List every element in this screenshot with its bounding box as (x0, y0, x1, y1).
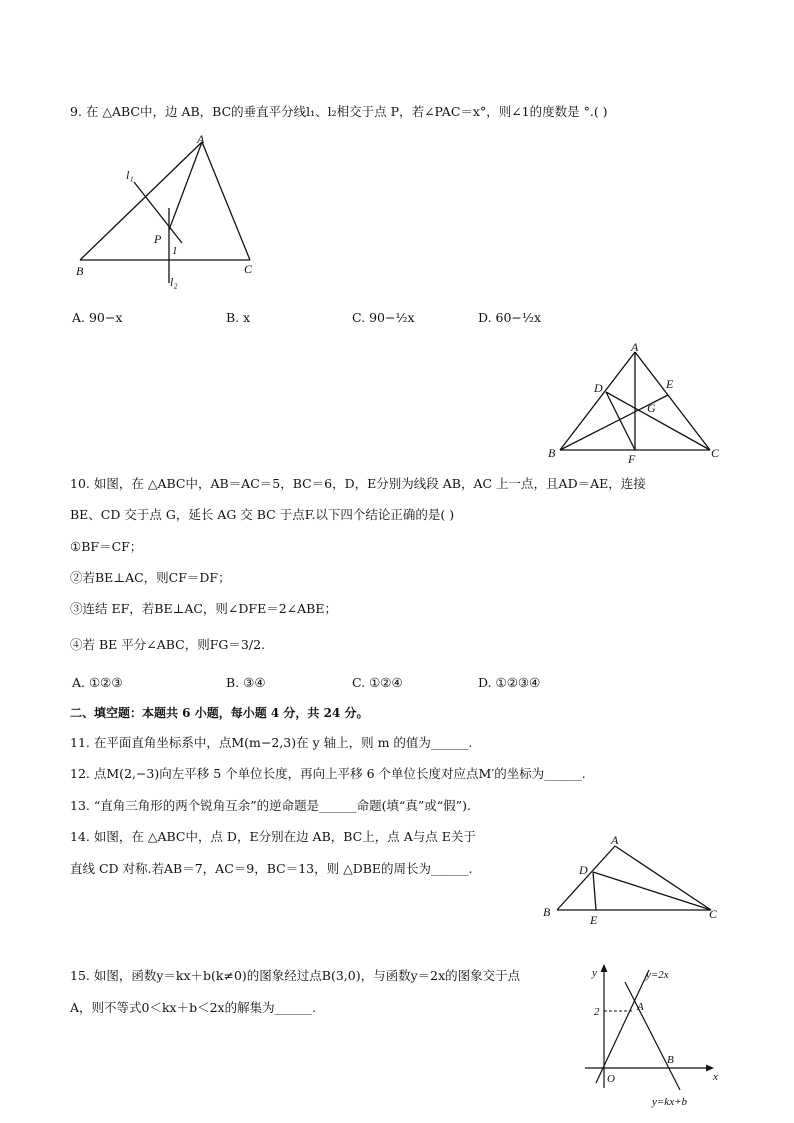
q10-label-e: E (666, 377, 674, 391)
q9-figure (70, 130, 270, 295)
q9-segment-pa (169, 142, 202, 230)
q13-text: 13. “直角三角形的两个锐角互余”的逆命题是______命题(填“真”或“假”). (70, 798, 471, 813)
q15-y-axis-label: y (592, 967, 597, 979)
q15-label-y-kx-b: y=kx+b (652, 1096, 687, 1108)
q10-item-1: ①BF＝CF； (70, 539, 143, 554)
q9-side-ab (80, 142, 202, 260)
q9-label-c: C (244, 262, 253, 276)
q15-label-b: B (667, 1054, 674, 1066)
q9-label-angle1: 1 (172, 245, 178, 257)
q10-label-c: C (711, 446, 720, 460)
q14-side-ab (557, 846, 615, 910)
q14-line2: 直线 CD 对称.若AB＝7，AC＝9，BC＝13，则 △DBE的周长为______. (70, 861, 473, 876)
q9-label-p: P (154, 232, 162, 246)
q9-option-c: C. 90−½x (352, 310, 415, 325)
q15-line-y-kx-b (625, 982, 680, 1090)
q15-x-axis-label: x (713, 1071, 718, 1083)
q9-option-d: D. 60−½x (478, 310, 542, 325)
q10-item-4: ④若 BE 平分∠ABC，则FG＝3/2. (70, 637, 265, 652)
q15-line1: 15. 如图，函数y＝kx＋b(k≠0)的图象经过点B(3,0)，与函数y＝2x的图象交于点 (70, 968, 521, 983)
q14-segment-cd (593, 872, 711, 910)
q10-stem-line1: 10. 如图，在 △ABC中，AB＝AC＝5，BC＝6，D，E分别为线段 AB，AC 上一点，且AD＝AE，连接 (70, 476, 646, 491)
q10-side-ab (560, 352, 635, 450)
q14-segment-de (593, 872, 596, 910)
q15-label-y-2x: y=2x (646, 969, 669, 981)
q10-item-2: ②若BE⊥AC，则CF＝DF； (70, 570, 231, 585)
q15-label-a: A (637, 1001, 644, 1013)
q10-label-d: D (594, 381, 603, 395)
q10-label-f: F (628, 452, 636, 466)
q9-label-l2: l₂ (170, 275, 178, 289)
q10-figure (540, 340, 730, 468)
q10-label-g: G (647, 401, 656, 415)
q10-label-b: B (548, 446, 556, 460)
q10-option-a: A. ①②③ (72, 675, 123, 690)
q15-line2: A，则不等式0＜kx＋b＜2x的解集为______. (70, 1000, 317, 1015)
q14-label-d: D (579, 863, 588, 877)
section-fill-blank-heading: 二、填空题：本题共 6 小题，每小题 4 分，共 24 分。 (70, 706, 369, 720)
q14-label-a: A (611, 833, 619, 847)
q14-label-b: B (543, 905, 551, 919)
q10-option-b: B. ③④ (226, 675, 266, 690)
q10-item-3: ③连结 EF，若BE⊥AC，则∠DFE＝2∠ABE； (70, 601, 337, 616)
q15-origin-label: O (607, 1073, 615, 1085)
q14-label-e: E (590, 913, 598, 927)
q9-option-b: B. x (226, 310, 251, 325)
q9-label-l1: l₁ (126, 168, 134, 182)
q9-label-a: A (197, 132, 205, 146)
q14-line1: 14. 如图，在 △ABC中，点 D，E分别在边 AB，BC上，点 A与点 E关于 (70, 829, 476, 844)
q14-label-c: C (709, 907, 718, 921)
q14-side-ac (615, 846, 711, 910)
q11-text: 11. 在平面直角坐标系中，点M(m−2,3)在 y 轴上，则 m 的值为______. (70, 735, 473, 750)
q14-figure (535, 828, 730, 928)
q15-y-arrow-icon (601, 964, 608, 972)
q10-option-c: C. ①②④ (352, 675, 403, 690)
q9-stem: 9. 在 △ABC中，边 AB，BC的垂直平分线l₁、l₂相交于点 P，若∠PAC＝x°，则∠1的度数是 °.( ) (70, 104, 608, 119)
q12-text: 12. 点M(2,−3)向左平移 5 个单位长度，再向上平移 6 个单位长度对应点M′的坐标为______. (70, 766, 586, 781)
q9-side-ac (202, 142, 250, 260)
q15-tick-2: 2 (594, 1006, 600, 1018)
q10-label-a: A (631, 340, 639, 354)
q9-label-b: B (76, 264, 84, 278)
q9-option-a: A. 90−x (72, 310, 123, 325)
q15-figure (580, 960, 730, 1115)
q10-stem-line2: BE、CD 交于点 G，延长 AG 交 BC 于点F.以下四个结论正确的是( ) (70, 507, 455, 522)
q10-option-d: D. ①②③④ (478, 675, 541, 690)
